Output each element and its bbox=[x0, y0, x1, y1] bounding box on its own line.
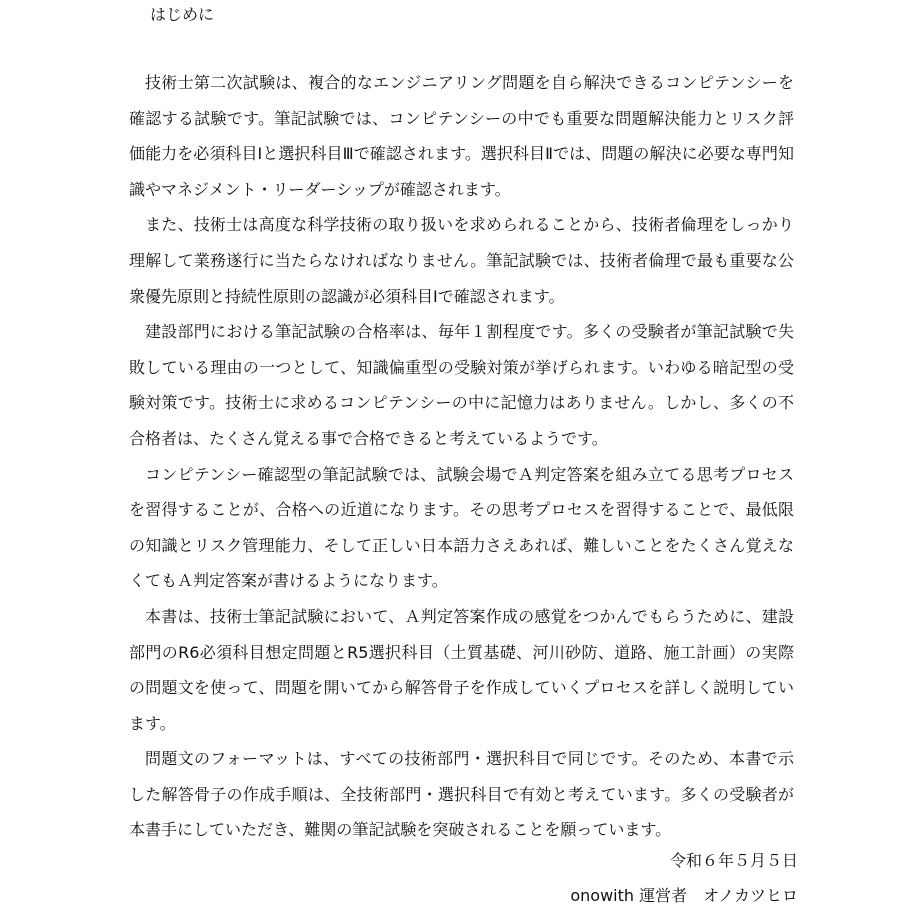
signature-block bbox=[570, 843, 798, 913]
paragraph-3: 建設部門における筆記試験の合格率は、毎年１割程度です。多くの受験者が筆記試験で失敗している理由の一つとして、知識偏重型の受験対策が挙げられます。いわゆる暗記型の受験対策です。技術士に求めるコンピテンシーの中に記憶力はありません。しかし、多くの不合格者は、たくさん覚える事で合格できると考えているようです。 bbox=[129, 322, 794, 448]
paragraph-2: また、技術士は高度な科学技術の取り扱いを求められることから、技術者倫理をしっかり理解して業務遂行に当たらなければなりません。筆記試験では、技術者倫理で最も重要な公衆優先原則と持続性原則の認識が必須科目Ⅰで確認されます。 bbox=[129, 215, 794, 306]
paragraph-5: 本書は、技術士筆記試験において、Ａ判定答案作成の感覚をつかんでもらうために、建設部門のR6必須科目想定問題とR5選択科目（土質基礎、河川砂防、道路、施工計画）の実際の問題文を使って、問題を開いてから解答骨子を作成していくプロセスを詳しく説明しています。 bbox=[129, 606, 794, 733]
author-line: onowith 運営者 オノカツヒロ bbox=[570, 886, 798, 905]
document-body bbox=[129, 65, 794, 848]
paragraph-4: コンピテンシー確認型の筆記試験では、試験会場でＡ判定答案を組み立てる思考プロセスを習得することが、合格への近道になります。その思考プロセスを習得することで、最低限の知識とリスク管理能力、そして正しい日本語力さえあれば、難しいことをたくさん覚えなくてもＡ判定答案が書けるようになります。 bbox=[129, 464, 794, 591]
paragraph-1: 技術士第二次試験は、複合的なエンジニアリング問題を自ら解決できるコンピテンシーを確認する試験です。筆記試験では、コンピテンシーの中でも重要な問題解決能力とリスク評価能力を必須科目Ⅰと選択科目Ⅲで確認されます。選択科目Ⅱでは、問題の解決に必要な専門知識やマネジメント・リーダーシップが確認されます。 bbox=[129, 73, 794, 199]
document-heading: はじめに bbox=[150, 5, 215, 24]
paragraph-6: 問題文のフォーマットは、すべての技術部門・選択科目で同じです。そのため、本書で示した解答骨子の作成手順は、全技術部門・選択科目で有効と考えています。多くの受験者が本書手にしていただき、難関の筆記試験を突破されることを願っています。 bbox=[129, 749, 794, 840]
date-line: 令和６年５月５日 bbox=[669, 851, 798, 870]
